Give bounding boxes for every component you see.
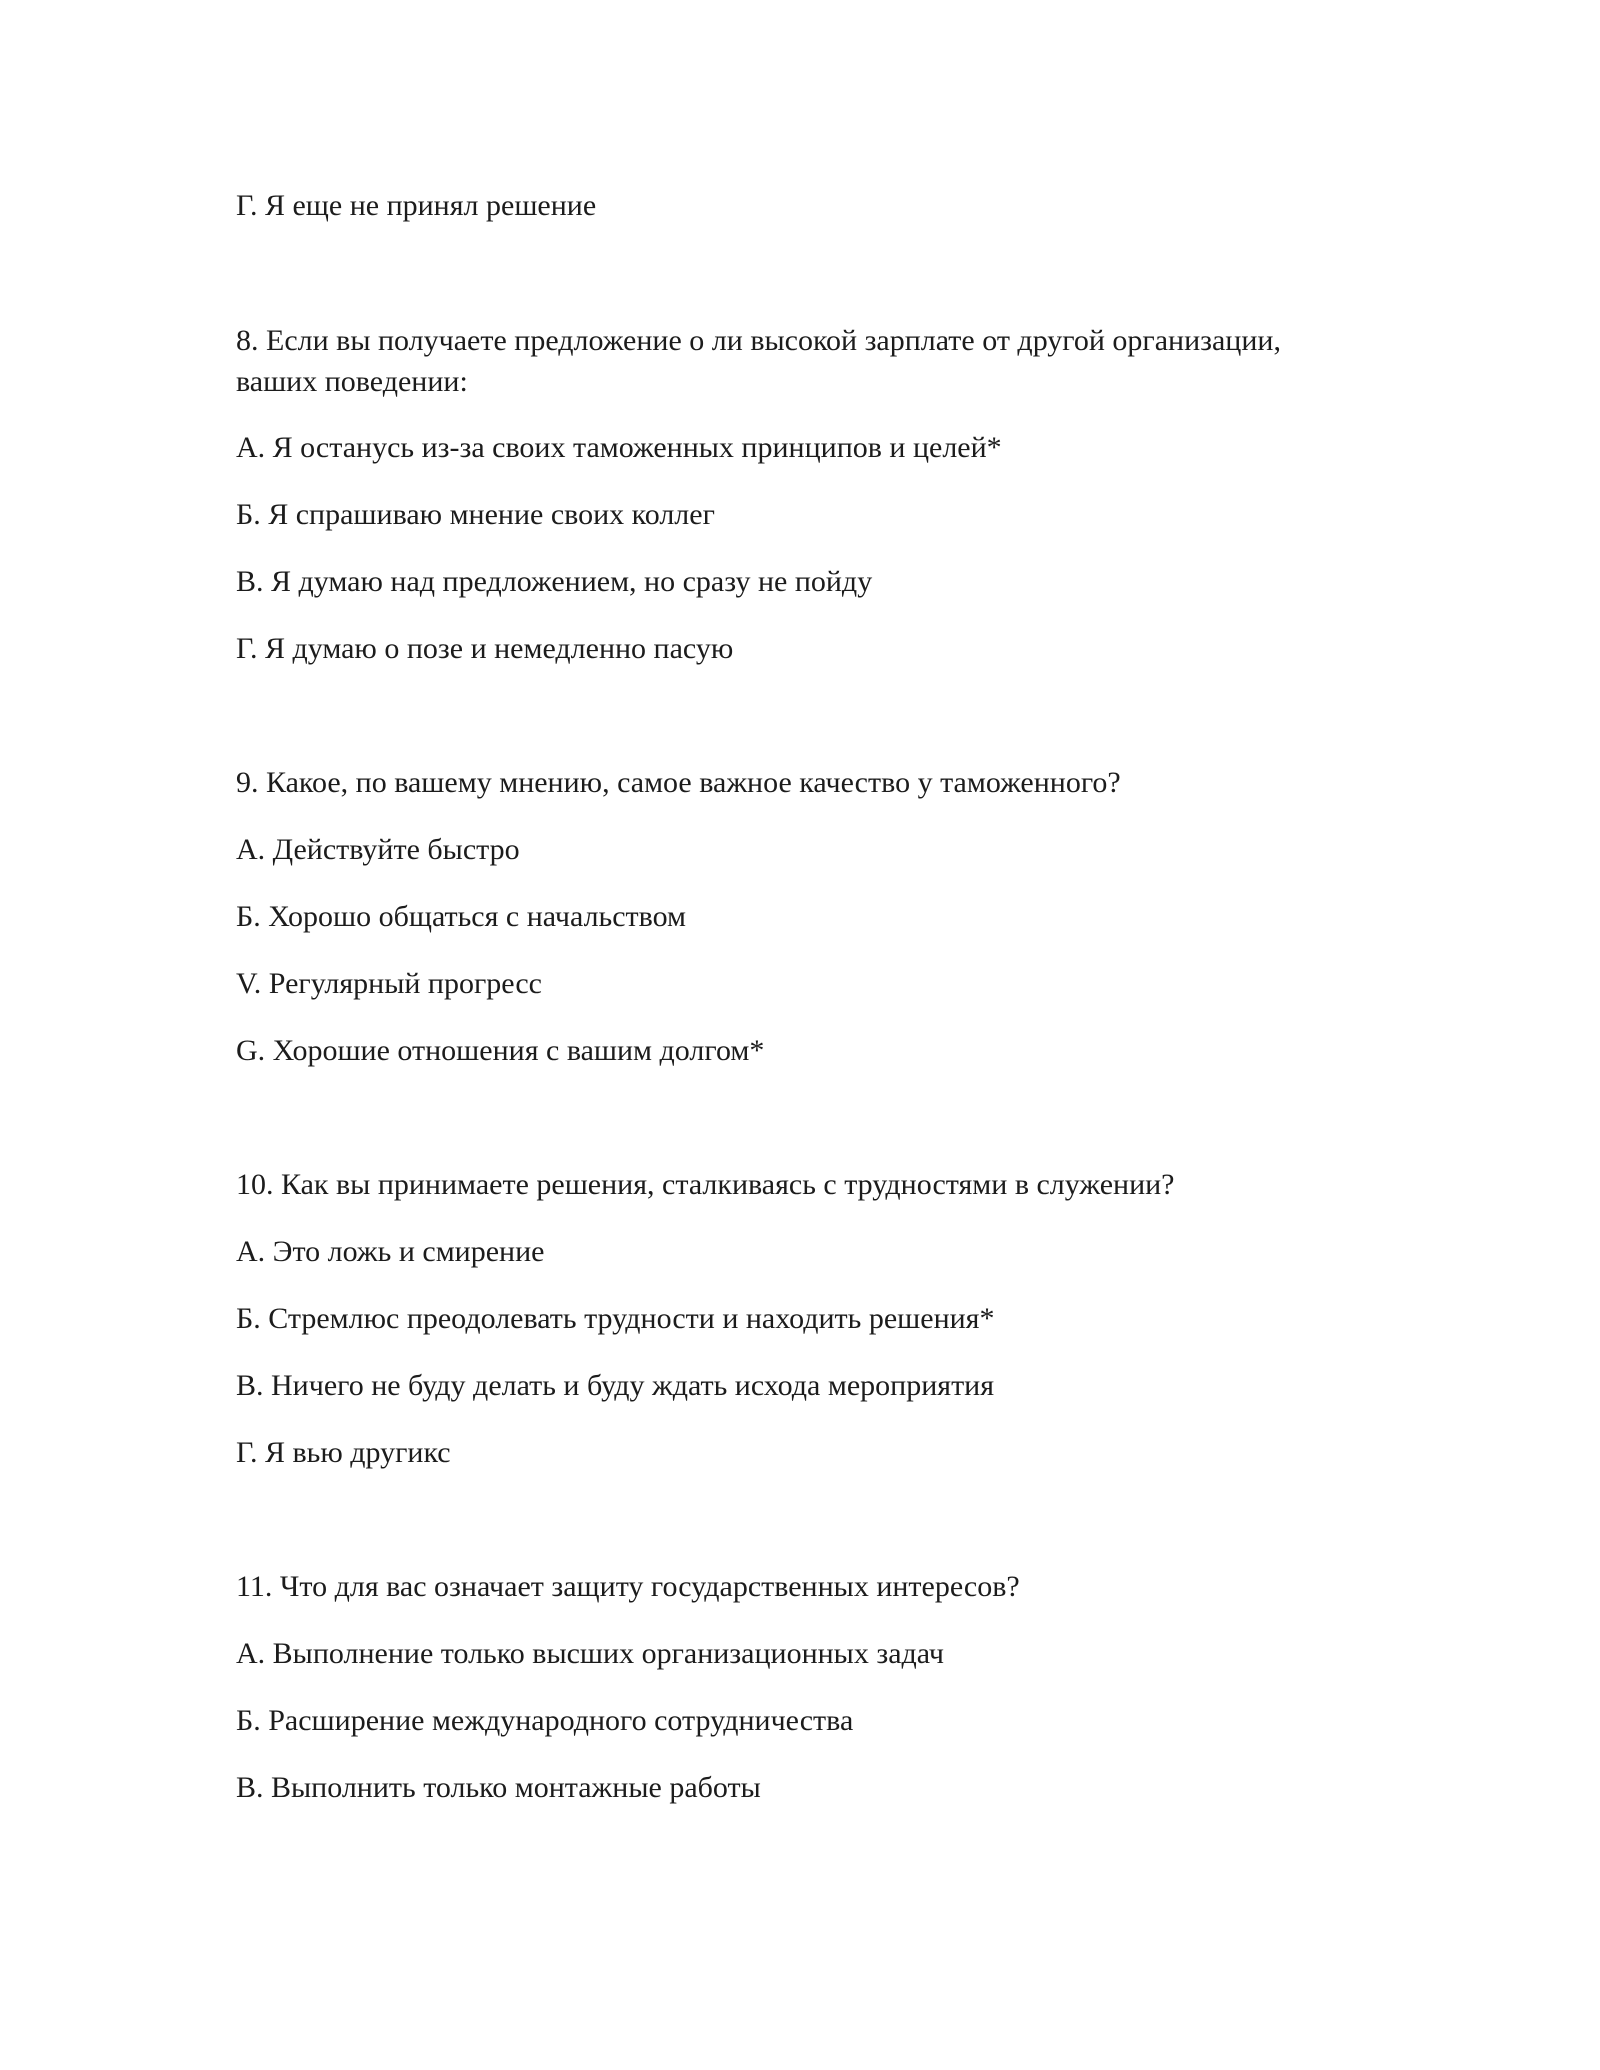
question-9-option-d: G. Хорошие отношения с вашим долгом*	[236, 1034, 765, 1067]
question-9-option-c: V. Регулярный прогресс	[236, 967, 542, 1000]
question-11-option-a: А. Выполнение только высших организационных задач	[236, 1637, 944, 1670]
question-8-line-2: ваших поведении:	[236, 365, 468, 398]
question-9: 9. Какое, по вашему мнению, самое важное качество у таможенного?	[236, 766, 1121, 799]
question-11-option-b: Б. Расширение международного сотрудничества	[236, 1704, 854, 1737]
question-8-line-1: 8. Если вы получаете предложение о ли высокой зарплате от другой организации,	[236, 324, 1281, 357]
question-9-option-b: Б. Хорошо общаться с начальством	[236, 900, 687, 933]
question-10-option-a: А. Это ложь и смирение	[236, 1235, 545, 1268]
question-10-option-b: Б. Стремлюс преодолевать трудности и находить решения*	[236, 1302, 995, 1335]
question-10-option-d: Г. Я вью другикс	[236, 1436, 451, 1469]
question-11: 11. Что для вас означает защиту государственных интересов?	[236, 1570, 1020, 1603]
question-8-option-c: В. Я думаю над предложением, но сразу не пойду	[236, 565, 873, 598]
question-8-option-a: А. Я останусь из-за своих таможенных принципов и целей*	[236, 431, 1002, 464]
question-9-option-a: A. Действуйте быстро	[236, 833, 520, 866]
question-8-option-d: Г. Я думаю о позе и немедленно пасую	[236, 632, 734, 665]
question-8-option-b: Б. Я спрашиваю мнение своих коллег	[236, 498, 715, 531]
question-11-option-c: В. Выполнить только монтажные работы	[236, 1771, 761, 1804]
question-10: 10. Как вы принимаете решения, сталкиваясь с трудностями в служении?	[236, 1168, 1175, 1201]
question-10-option-c: В. Ничего не буду делать и буду ждать исхода мероприятия	[236, 1369, 995, 1402]
option-g-prev-question: Г. Я еще не принял решение	[236, 189, 597, 222]
